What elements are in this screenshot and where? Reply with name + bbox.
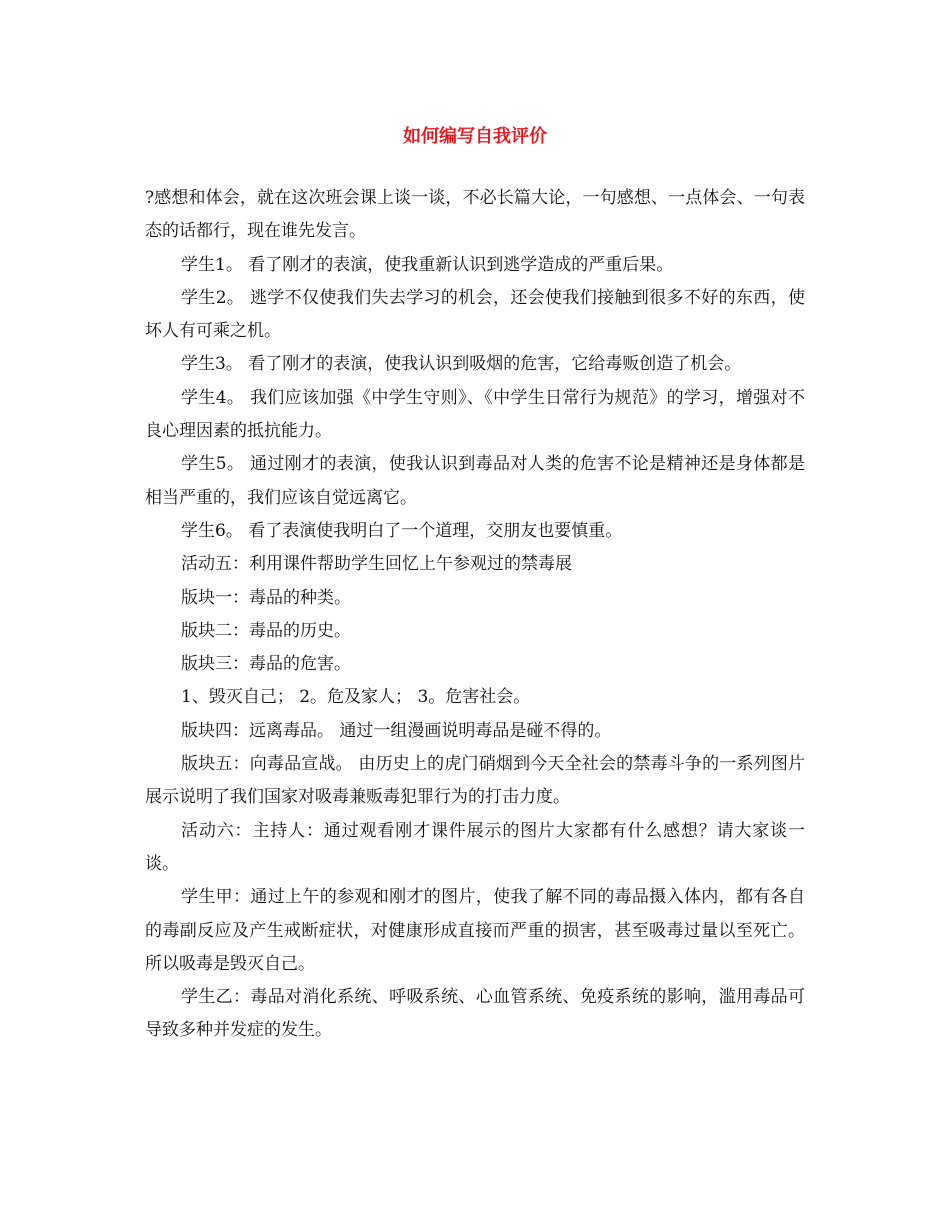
- paragraph: 学生5。 通过刚才的表演，使我认识到毒品对人类的危害不论是精神还是身体都是相当严重的，我们应该自觉远离它。: [145, 454, 805, 508]
- paragraph: 学生4。 我们应该加强《中学生守则》、《中学生日常行为规范》的学习，增强对不良心理因素的抵抗能力。: [145, 387, 805, 442]
- paragraph: 活动五：利用课件帮助学生回忆上午参观过的禁毒展: [181, 554, 572, 575]
- paragraph: 1、毁灭自己； 2。危及家人； 3。危害社会。: [181, 687, 531, 708]
- paragraph: 版块五：向毒品宣战。 由历史上的虎门硝烟到今天全社会的禁毒斗争的一系列图片展示说明了我们国家对吸毒兼贩毒犯罪行为的打击力度。: [145, 754, 805, 808]
- paragraph: 学生1。 看了刚才的表演，使我重新认识到逃学造成的严重后果。: [181, 254, 674, 275]
- paragraph: 活动六：主持人：通过观看刚才课件展示的图片大家都有什么感想？请大家谈一谈。: [145, 820, 805, 874]
- paragraph: 版块一：毒品的种类。: [181, 587, 351, 608]
- paragraph: 学生3。 看了刚才的表演，使我认识到吸烟的危害，它给毒贩创造了机会。: [181, 354, 742, 375]
- document-title: 如何编写自我评价: [403, 126, 547, 147]
- paragraph: 学生2。 逃学不仅使我们失去学习的机会，还会使我们接触到很多不好的东西，使坏人有可乘之机。: [145, 287, 805, 342]
- paragraph: 版块二：毒品的历史。: [181, 620, 351, 641]
- paragraph: 学生6。 看了表演使我明白了一个道理，交朋友也要慎重。: [181, 520, 623, 541]
- paragraph: 版块三：毒品的危害。: [181, 654, 351, 675]
- paragraph: ?感想和体会，就在这次班会课上谈一谈，不必长篇大论，一句感想、一点体会、一句表态的话都行，现在谁先发言。: [145, 188, 805, 242]
- paragraph: 版块四：远离毒品。 通过一组漫画说明毒品是碰不得的。: [181, 720, 612, 741]
- paragraph: 学生甲：通过上午的参观和刚才的图片，使我了解不同的毒品摄入体内，都有各自的毒副反应及产生戒断症状，对健康形成直接而严重的损害，甚至吸毒过量以至死亡。所以吸毒是毁灭自己。: [145, 887, 805, 974]
- paragraph: 学生乙：毒品对消化系统、呼吸系统、心血管系统、免疫系统的影响，滥用毒品可导致多种并发症的发生。: [145, 987, 805, 1041]
- document-body: [145, 182, 805, 1048]
